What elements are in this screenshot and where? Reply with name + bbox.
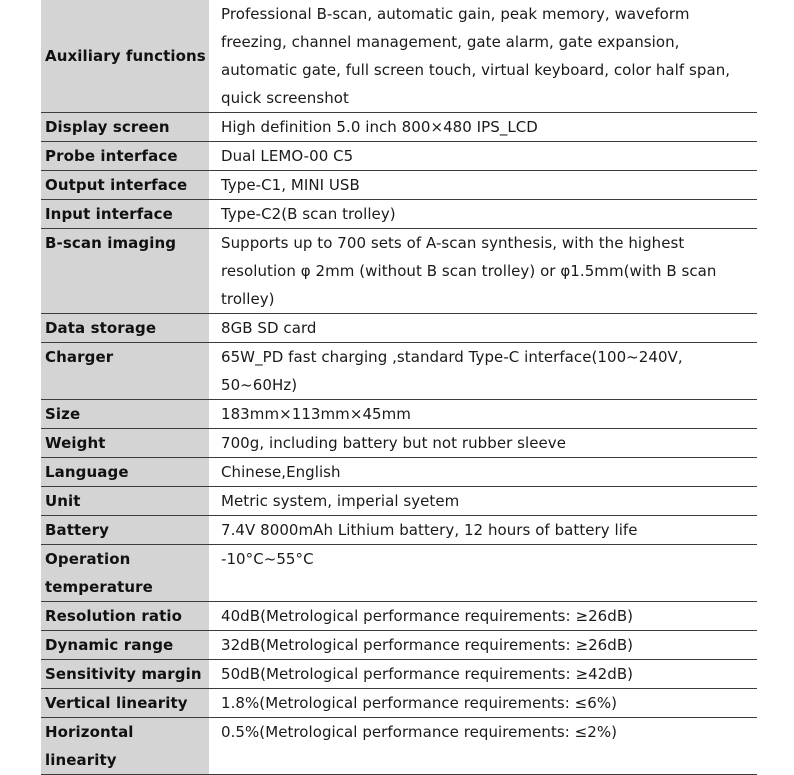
spec-value: 65W_PD fast charging ,standard Type-C interface(100~240V, 50~60Hz): [221, 348, 683, 394]
spec-row-sensitivity-margin: [41, 660, 757, 689]
spec-value: Dual LEMO-00 C5: [221, 147, 354, 165]
spec-value: 50dB(Metrological performance requirements: ≥42dB): [221, 665, 634, 683]
spec-value: Chinese,English: [221, 463, 341, 481]
spec-row-probe-interface: [41, 142, 757, 171]
spec-label: Input interface: [41, 200, 209, 229]
spec-label: Charger: [41, 343, 209, 400]
spec-table: [41, 0, 757, 775]
spec-label: B-scan imaging: [41, 229, 209, 314]
spec-row-size: [41, 400, 757, 429]
spec-label: Sensitivity margin: [41, 660, 209, 689]
spec-label: Size: [41, 400, 209, 429]
spec-label: Language: [41, 458, 209, 487]
spec-value: 7.4V 8000mAh Lithium battery, 12 hours of battery life: [221, 521, 638, 539]
spec-row-operation-temperature: [41, 545, 757, 602]
spec-label: Horizontal linearity: [41, 718, 209, 775]
spec-value: Professional B-scan, automatic gain, peak memory, waveform freezing, channel management, gate alarm, gate expansion, automatic gate, full screen touch, virtual keyboard, color half span, quick screenshot: [221, 5, 731, 107]
spec-row-horizontal-linearity: [41, 718, 757, 775]
spec-row-weight: [41, 429, 757, 458]
spec-value: 1.8%(Metrological performance requirements: ≤6%): [221, 694, 618, 712]
spec-value: Supports up to 700 sets of A-scan synthesis, with the highest resolution φ 2mm (without B scan trolley) or φ1.5mm(with B scan trolley): [221, 234, 717, 308]
spec-label: Data storage: [41, 314, 209, 343]
spec-label: Resolution ratio: [41, 602, 209, 631]
spec-value: High definition 5.0 inch 800×480 IPS_LCD: [221, 118, 538, 136]
spec-value: Type-C1, MINI USB: [221, 176, 360, 194]
spec-row-vertical-linearity: [41, 689, 757, 718]
spec-value: 183mm×113mm×45mm: [221, 405, 411, 423]
spec-row-input-interface: [41, 200, 757, 229]
spec-label: Operation temperature: [41, 545, 209, 602]
spec-row-unit: [41, 487, 757, 516]
spec-value: 32dB(Metrological performance requirements: ≥26dB): [221, 636, 634, 654]
spec-row-battery: [41, 516, 757, 545]
spec-label: Weight: [41, 429, 209, 458]
spec-row-output-interface: [41, 171, 757, 200]
spec-label: Battery: [41, 516, 209, 545]
spec-value: 40dB(Metrological performance requirements: ≥26dB): [221, 607, 634, 625]
spec-row-language: [41, 458, 757, 487]
spec-value: 8GB SD card: [221, 319, 317, 337]
spec-value: Metric system, imperial syetem: [221, 492, 460, 510]
spec-row-dynamic-range: [41, 631, 757, 660]
spec-row-b-scan-imaging: [41, 229, 757, 314]
spec-row-auxiliary-functions: [41, 0, 757, 113]
spec-row-data-storage: [41, 314, 757, 343]
spec-row-resolution-ratio: [41, 602, 757, 631]
spec-label: Display screen: [41, 113, 209, 142]
spec-label: Vertical linearity: [41, 689, 209, 718]
spec-label: Output interface: [41, 171, 209, 200]
spec-value: 0.5%(Metrological performance requirements: ≤2%): [221, 723, 618, 741]
spec-row-charger: [41, 343, 757, 400]
spec-label: Probe interface: [41, 142, 209, 171]
spec-value: -10°C~55°C: [221, 550, 314, 568]
spec-label: Unit: [41, 487, 209, 516]
spec-label: Auxiliary functions: [41, 0, 209, 113]
spec-row-display-screen: [41, 113, 757, 142]
spec-value: Type-C2(B scan trolley): [221, 205, 396, 223]
spec-label: Dynamic range: [41, 631, 209, 660]
spec-value: 700g, including battery but not rubber sleeve: [221, 434, 566, 452]
